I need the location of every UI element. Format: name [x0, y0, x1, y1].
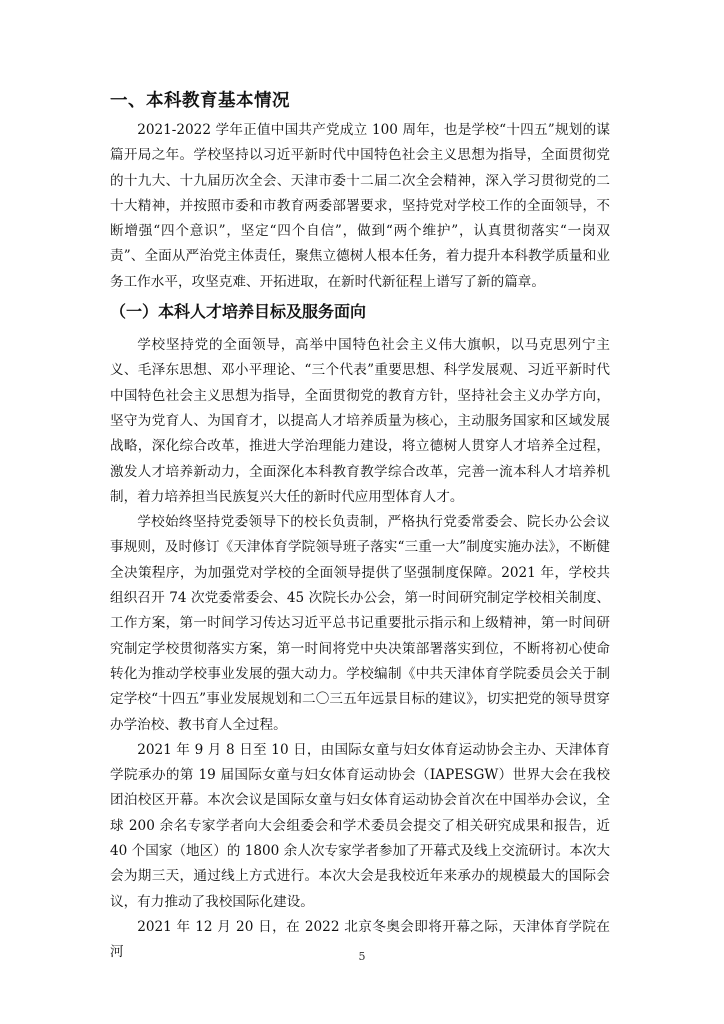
- paragraph-iapesgw-congress: 2021 年 9 月 8 日至 10 日，由国际女童与妇女体育运动协会主办、天津体育学院承办的第 19 届国际女童与妇女体育运动协会（IAPESGW）世界大会在我校团泊校区开幕。本次会议是国际女童与妇女体育运动协会首次在中国举办会议，全球 200 余名专家学者向大会组委会和学术委员会提交了相关研究成果和报告，近 40 个国家（地区）的 1800 余人次专家学者参加了开幕式及线上交流研讨。本次大会为期三天，通过线上方式进行。本次大会是我校近年来承办的规模最大的国际会议，有力推动了我校国际化建设。: [110, 741, 610, 910]
- document-page: [110, 88, 610, 966]
- paragraph-winter-olympics: 2021 年 12 月 20 日，在 2022 北京冬奥会即将开幕之际，天津体育学院在河: [110, 918, 610, 961]
- subsection-heading: （一）本科人才培养目标及服务面向: [110, 302, 367, 322]
- section-heading: 一、本科教育基本情况: [110, 91, 290, 111]
- section-intro-paragraph: 2021-2022 学年正值中国共产党成立 100 周年，也是学校“十四五”规划的谋篇开局之年。学校坚持以习近平新时代中国特色社会主义思想为指导，全面贯彻党的十九大、十九届历次全会、天津市委十二届二次全会精神，深入学习贯彻党的二十大精神，并按照市委和市教育两委部署要求，坚持党对学校工作的全面领导，不断增强“四个意识”，坚定“四个自信”，做到“两个维护”，认真贯彻落实“一岗双责”、全面从严治党主体责任，聚焦立德树人根本任务，着力提升本科教学质量和业务工作水平，攻坚克难、开拓进取，在新时代新征程上谱写了新的篇章。: [110, 122, 610, 290]
- paragraph-training-goals: 学校坚持党的全面领导，高举中国特色社会主义伟大旗帜，以马克思列宁主义、毛泽东思想、邓小平理论、“三个代表”重要思想、科学发展观、习近平新时代中国特色社会主义思想为指导，全面贯彻党的教育方针，坚持社会主义办学方向，坚守为党育人、为国育才，以提高人才培养质量为核心，主动服务国家和区域发展战略，深化综合改革，推进大学治理能力建设，将立德树人贯穿人才培养全过程，激发人才培养新动力，全面深化本科教育教学综合改革，完善一流本科人才培养机制，着力培养担当民族复兴大任的新时代应用型体育人才。: [110, 337, 610, 505]
- paragraph-party-leadership: 学校始终坚持党委领导下的校长负责制，严格执行党委常委会、院长办公会议事规则，及时修订《天津体育学院领导班子落实“三重一大”制度实施办法》，不断健全决策程序，为加强党对学校的全面领导提供了坚强制度保障。2021 年，学校共组织召开 74 次党委常委会、45 次院长办公会，第一时间研究制定学校相关制度、工作方案，第一时间学习传达习近平总书记重要批示指示和上级精神，第一时间研究制定学校贯彻落实方案，第一时间将党中央决策部署落实到位，不断将初心使命转化为推动学校事业发展的强大动力。学校编制《中共天津体育学院委员会关于制定学校“十四五”事业发展规划和二〇三五年远景目标的建议》，切实把党的领导贯穿办学治校、教书育人全过程。: [110, 514, 610, 733]
- page-number: 5: [358, 950, 366, 963]
